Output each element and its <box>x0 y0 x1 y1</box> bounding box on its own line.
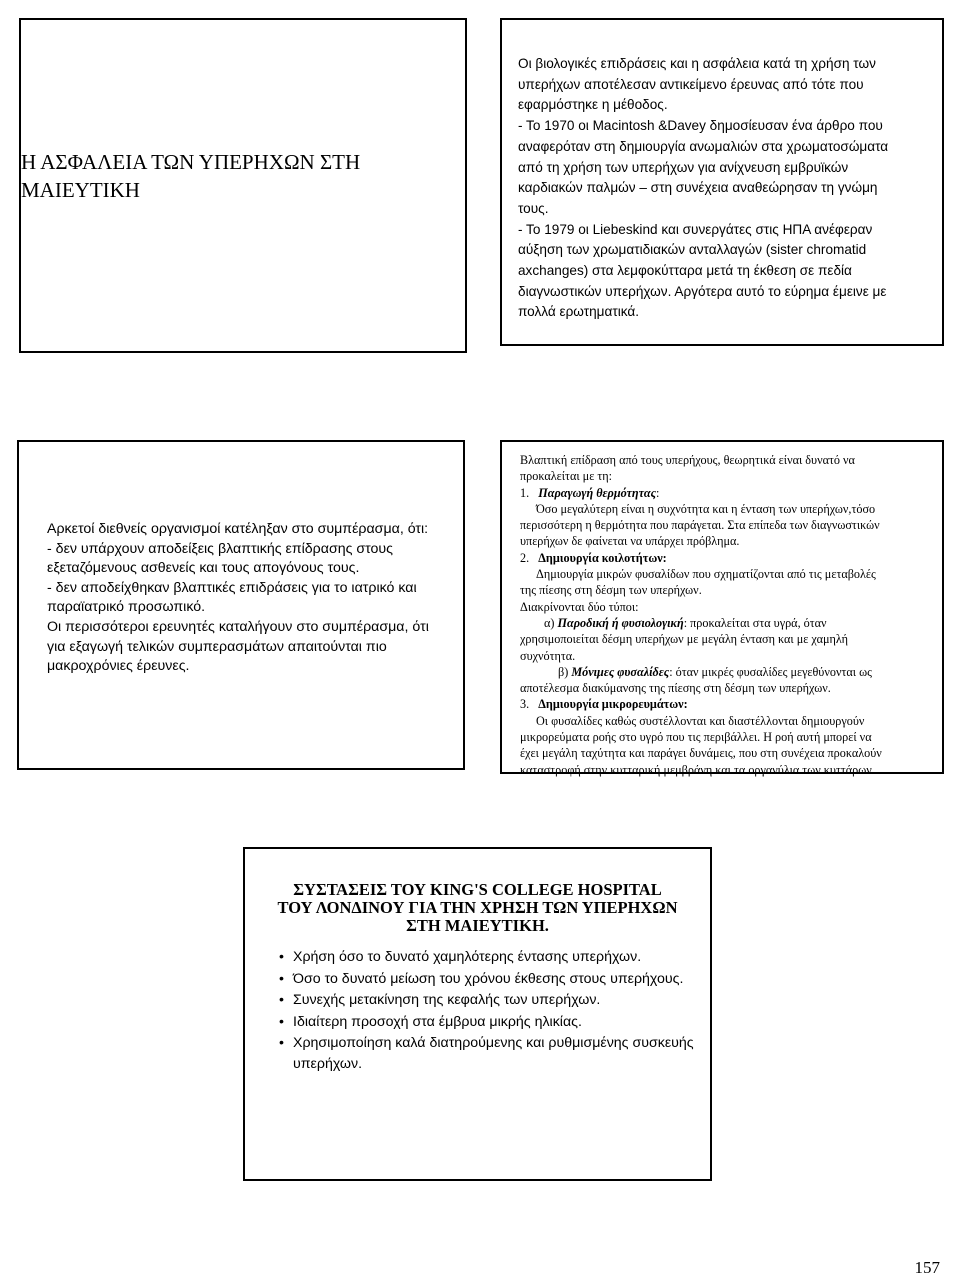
text-line: Όσο μεγαλύτερη είναι η συχνότητα και η ένταση των υπερήχων,τόσο <box>536 501 876 516</box>
text-line: axchanges) στα λεμφοκύτταρα μετά τη έκθεση σε πεδία <box>518 263 852 279</box>
text-line: Βλαπτική επίδραση από τους υπερήχους, θεωρητικά είναι δυνατό να <box>520 453 855 467</box>
slide-title-line: ΤΟΥ ΛΟΝΔΙΝΟΥ ΓΙΑ ΤΗΝ ΧΡΗΣΗ ΤΩΝ ΥΠΕΡΗΧΩΝ <box>277 898 678 917</box>
text-line: χρησιμοποιείται δέσμη υπερήχων με μεγάλη ένταση και με χαμηλή <box>520 632 849 647</box>
text-line: από τη χρήση των υπερήχων για ανίχνευση εμβρυϊκών <box>518 159 849 175</box>
item-title: Δημιουργία κοιλοτήτων: <box>538 550 667 565</box>
slide-body <box>47 520 449 677</box>
text-line: αναφερόταν στη δημιουργία ανωμαλιών στα χρωματοσώματα <box>518 138 889 154</box>
text-line: διαγνωστικών υπερήχων. Αργότερα αυτό το εύρημα έμεινε με <box>518 283 887 299</box>
text-line: Αρκετοί διεθνείς οργανισμοί κατέληξαν στο συμπέρασμα, ότι: <box>47 521 429 537</box>
slide-title-line: ΣΥΣΤΑΣΕΙΣ ΤΟΥ KING'S COLLEGE HOSPITAL <box>293 880 662 899</box>
item-heading: 1. Παραγωγή θερμότητας: <box>520 485 660 500</box>
text-line: Οι φυσαλίδες καθώς συστέλλονται και διαστέλλονται δημιουργούν <box>536 713 865 728</box>
text-line: πολλά ερωτηματικά. <box>518 304 640 320</box>
list-item: • Χρήση όσο το δυνατό χαμηλότερης έντασης υπερήχων. <box>279 947 694 968</box>
text-line: καρδιακών παλμών – στη συνέχεια αναθεώρησαν τη γνώμη <box>518 180 878 196</box>
slide-body <box>520 452 932 778</box>
subitem-label: β) <box>558 664 569 679</box>
item-heading <box>520 696 932 712</box>
subitem-title: Παροδική ή φυσιολογική <box>557 615 684 630</box>
list-item: • Συνεχής μετακίνηση της κεφαλής των υπερήχων. <box>279 990 694 1011</box>
item-number: 3. <box>520 697 530 712</box>
slide-title <box>21 148 465 204</box>
subitem <box>520 664 932 680</box>
text-line: συχνότητα. <box>520 648 576 663</box>
text-line: καταστροφή στην κυτταρική μεμβράνη και τα οργανύλια των κυττάρων. <box>520 762 875 777</box>
slide-harmful-effects <box>500 440 944 777</box>
text-line: εξεταζόμενους ασθενείς και τους απογόνους τους. <box>47 560 360 577</box>
slide-title-line: ΜΑΙΕΥΤΙΚΗ <box>21 178 140 202</box>
text-line: Διακρίνονται δύο τύποι: <box>520 599 639 614</box>
slide-history <box>500 18 944 346</box>
text-line: προκαλείται με τη: <box>520 469 613 484</box>
item-number: 2. <box>520 550 530 565</box>
text-line: Οι βιολογικές επιδράσεις και η ασφάλεια κατά τη χρήση των <box>518 56 876 71</box>
text-line: αύξηση των χρωματιδιακών ανταλλαγών (sister chromatid <box>518 242 867 258</box>
text-line: υπερήχων αποτέλεσαν αντικείμενο έρευνας από τότε που <box>518 76 864 92</box>
text-line: Οι περισσότεροι ερευνητές καταλήγουν στο συμπέρασμα, ότι <box>47 618 429 635</box>
text-line: έχει μεγάλη ταχύτητα και παράγει δυνάμεις, που στη συνέχεια προκαλούν <box>520 746 882 761</box>
slide-recommendations <box>243 847 712 1181</box>
list-item: • Χρησιμοποίηση καλά διατηρούμενης και ρυθμισμένης συσκευής υπερήχων. <box>279 1033 694 1074</box>
slide-conclusions <box>17 440 465 770</box>
slide-title-line: ΣΤΗ ΜΑΙΕΥΤΙΚΗ. <box>406 916 549 935</box>
slide-title-safety <box>19 18 467 353</box>
text-line: υπερήχων δε φαίνεται να υπάρχει πρόβλημα. <box>520 534 740 549</box>
item-title: Δημιουργία μικρορευμάτων: <box>538 697 688 712</box>
text-line: μικρορεύματα ροής στο υγρό που τις περιβάλλει. Η ροή αυτή μπορεί να <box>520 730 872 745</box>
text-line: εφαρμόστηκε η μέθοδος. <box>518 97 668 113</box>
subitem-label: α) <box>544 615 555 630</box>
text-line: - Το 1970 οι Macintosh &Davey δημοσίευσαν ένα άρθρο που <box>518 118 883 134</box>
recommendation-list <box>279 947 694 1076</box>
item-title: Παραγωγή θερμότητας <box>538 485 657 500</box>
text-line: - Το 1979 οι Liebeskind και συνεργάτες στις ΗΠΑ ανέφεραν <box>518 221 873 237</box>
text-line: - δεν υπάρχουν αποδείξεις βλαπτικής επίδρασης στους <box>47 540 394 557</box>
item-number: 1. <box>520 485 530 500</box>
text-line: της πίεσης στη δέσμη των υπερήχων. <box>520 583 702 598</box>
page-number: 157 <box>914 1258 940 1277</box>
slide-title-line: Η ΑΣΦΑΛΕΙΑ ΤΩΝ ΥΠΕΡΗΧΩΝ ΣΤΗ <box>21 150 361 174</box>
text-line: Δημιουργία μικρών φυσαλίδων που σχηματίζονται από τις μεταβολές <box>536 567 876 582</box>
text-line: μακροχρόνιες έρευνες. <box>47 658 190 675</box>
text-line: τους. <box>518 200 549 216</box>
text-line: - δεν αποδείχθηκαν βλαπτικές επιδράσεις για το ιατρικό και <box>47 579 417 596</box>
item-heading <box>520 550 932 566</box>
text-line: παραϊατρικό προσωπικό. <box>47 599 206 616</box>
text-line: : όταν μικρές φυσαλίδες μεγεθύνονται ως <box>669 664 872 679</box>
text-line: αποτέλεσμα διακύμανσης της πίεσης στη δέσμη των υπερήχων. <box>520 681 831 696</box>
slide-title <box>245 881 710 935</box>
subitem <box>520 615 932 631</box>
text-line: : προκαλείται στα υγρά, όταν <box>683 615 827 630</box>
text-line: περισσότερη η θερμότητα που παράγεται. Στα επίπεδα των διαγνωστικών <box>520 518 880 533</box>
slide-body <box>518 54 928 323</box>
list-item: • Όσο το δυνατό μείωση του χρόνου έκθεσης στους υπερήχους. <box>279 969 694 990</box>
text-line: για εξαγωγή τελικών συμπερασμάτων απαιτούνται πιο <box>47 638 387 655</box>
subitem-title: Μόνιμες φυσαλίδες <box>571 664 670 679</box>
list-item: • Ιδιαίτερη προσοχή στα έμβρυα μικρής ηλικίας. <box>279 1012 694 1033</box>
